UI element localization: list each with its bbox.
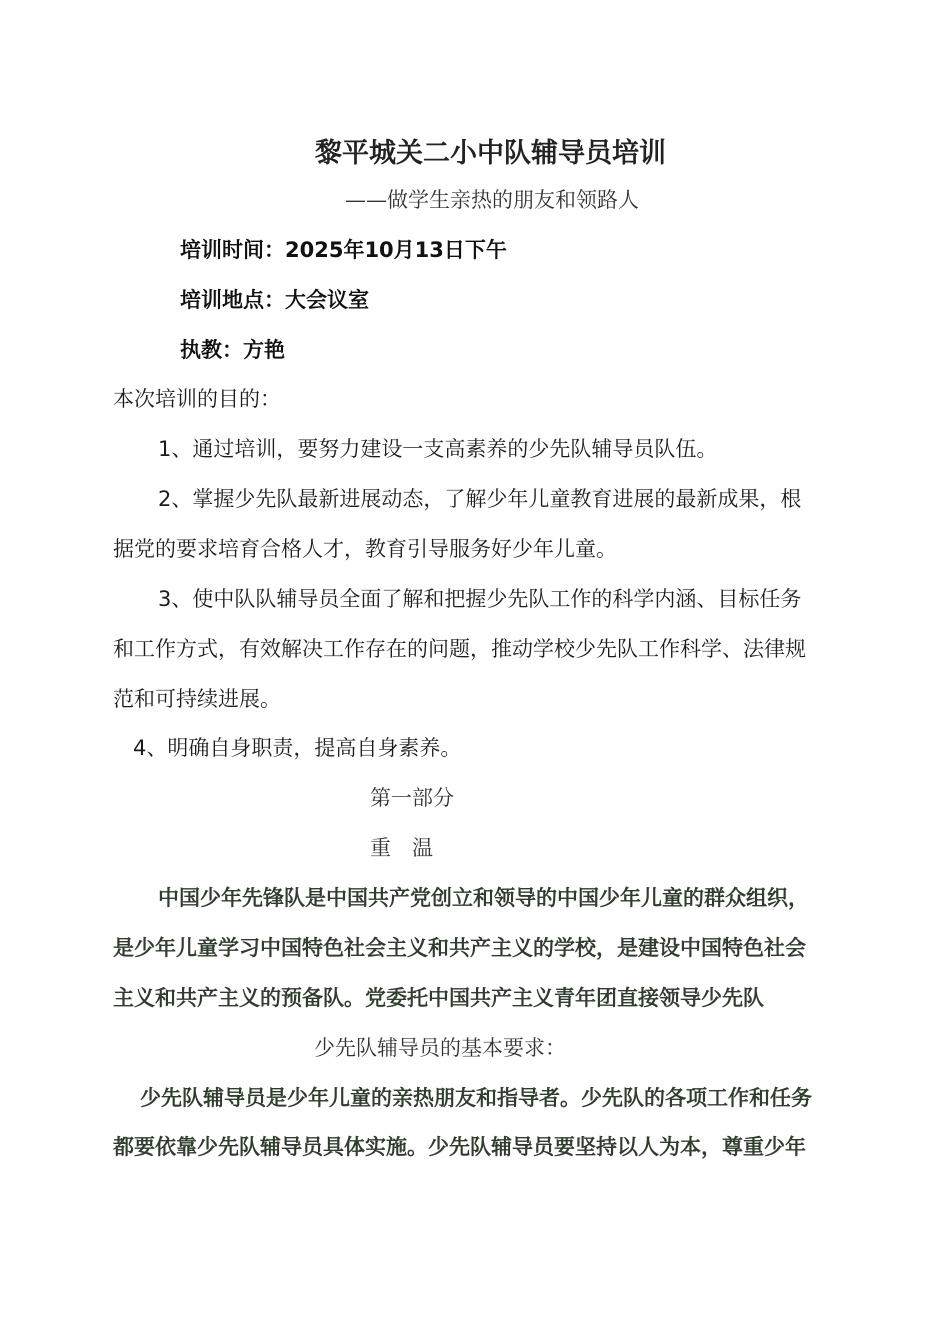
part-heading: 第一部分	[370, 786, 454, 810]
purpose-line-1: 1、通过培训，要努力建设一支高素养的少先队辅导员队伍。	[158, 437, 718, 461]
document-subtitle: ——做学生亲热的朋友和领路人	[345, 188, 639, 212]
requirements-heading: 少先队辅导员的基本要求：	[314, 1036, 566, 1060]
training-place: 培训地点：大会议室	[180, 288, 369, 312]
training-time: 培训时间：2025年10月13日下午	[180, 238, 507, 262]
document-title: 黎平城关二小中队辅导员培训	[315, 138, 666, 169]
purpose-line-3: 据党的要求培育合格人才，教育引导服务好少年儿童。	[113, 537, 617, 561]
requirements-line-2: 都要依靠少先队辅导员具体实施。少先队辅导员要坚持以人为本，尊重少年	[113, 1135, 806, 1159]
purpose-line-5: 和工作方式，有效解决工作存在的问题，推动学校少先队工作科学、法律规	[113, 637, 806, 661]
review-line-2: 是少年儿童学习中国特色社会主义和共产主义的学校，是建设中国特色社会	[113, 936, 806, 960]
purpose-line-4: 3、使中队队辅导员全面了解和把握少先队工作的科学内涵、目标任务	[158, 587, 802, 611]
review-line-3: 主义和共产主义的预备队。党委托中国共产主义青年团直接领导少先队	[113, 986, 764, 1010]
purpose-heading: 本次培训的目的：	[113, 387, 281, 411]
purpose-line-7: 4、明确自身职责，提高自身素养。	[133, 736, 462, 760]
purpose-line-2: 2、掌握少先队最新进展动态，了解少年儿童教育进展的最新成果，根	[158, 487, 802, 511]
review-heading: 重 温	[370, 836, 433, 860]
training-instructor: 执教：方艳	[180, 338, 285, 362]
requirements-line-1: 少先队辅导员是少年儿童的亲热朋友和指导者。少先队的各项工作和任务	[140, 1086, 812, 1110]
purpose-line-6: 范和可持续进展。	[113, 687, 281, 711]
review-line-1: 中国少年先锋队是中国共产党创立和领导的中国少年儿童的群众组织，	[158, 886, 809, 910]
